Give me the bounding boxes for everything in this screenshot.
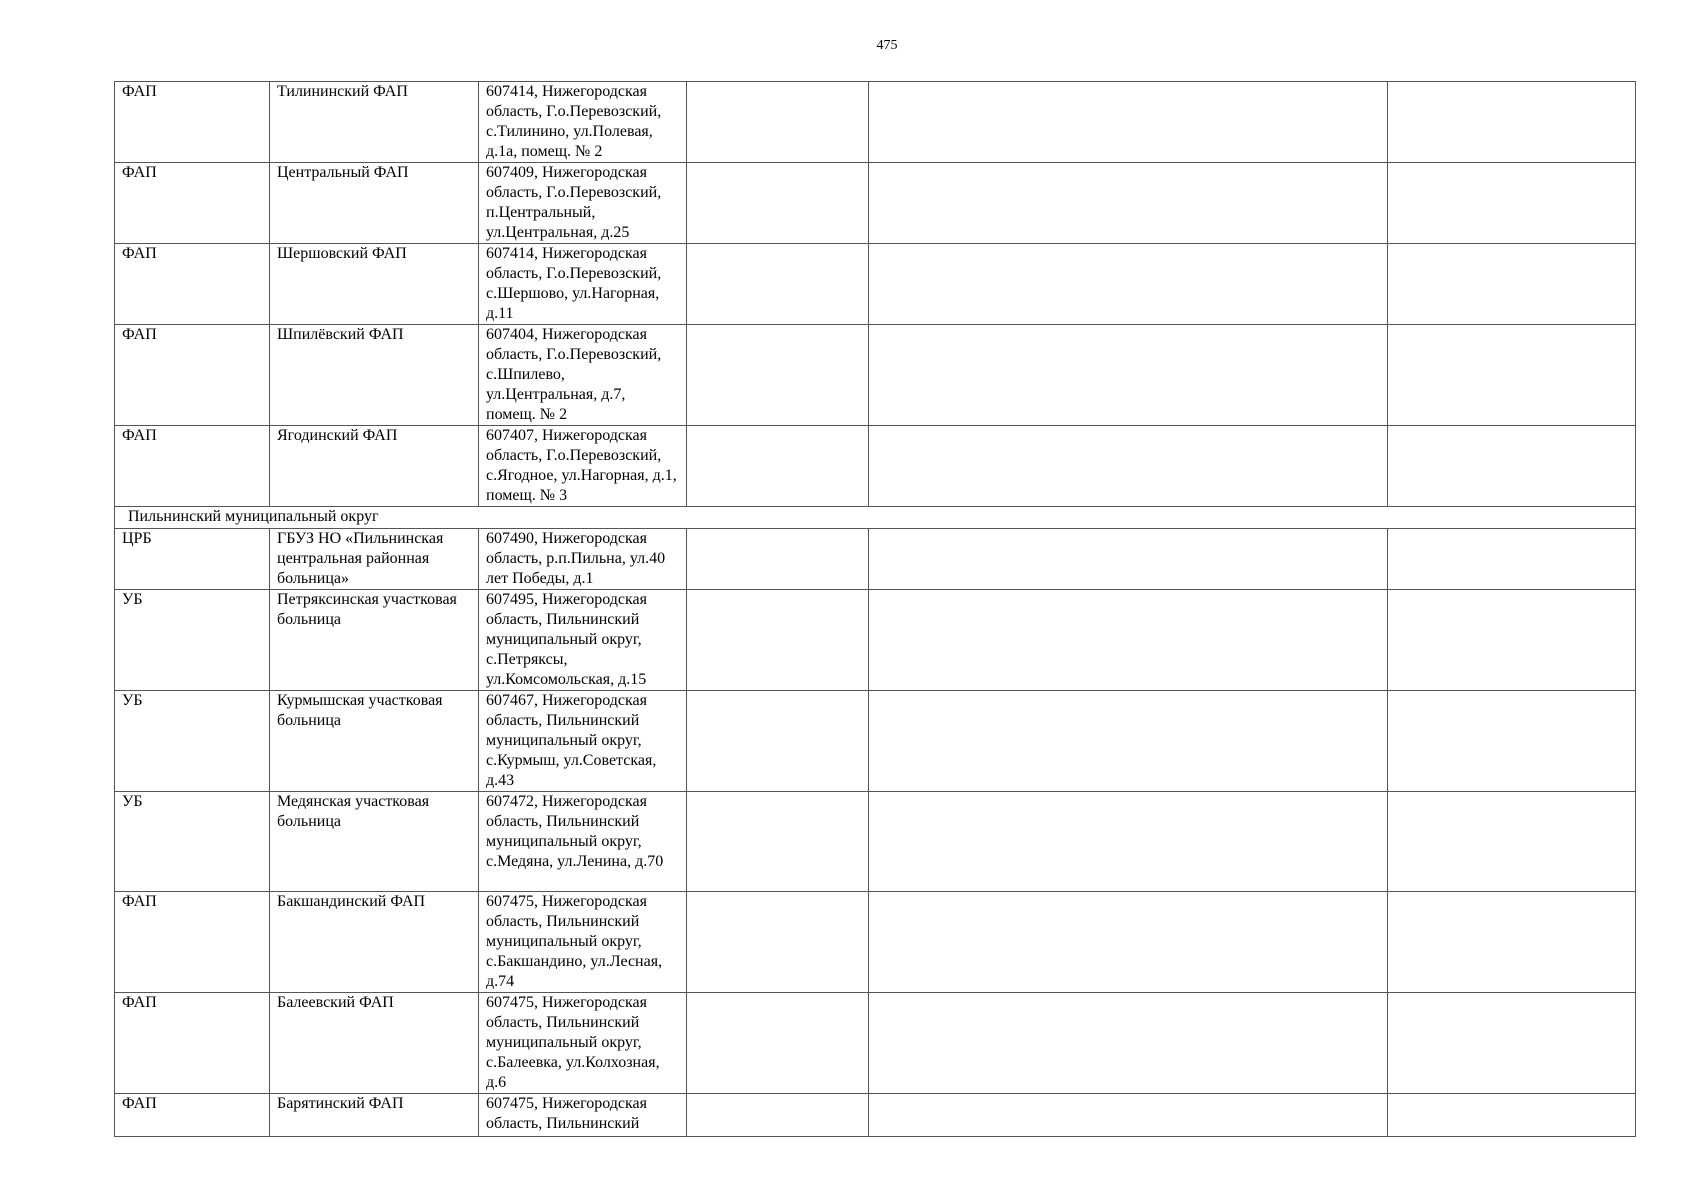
empty-cell-5 — [869, 325, 1388, 426]
facility-name-cell: Шершовский ФАП — [270, 244, 479, 325]
facility-name-cell: Бакшандинский ФАП — [270, 892, 479, 993]
facility-type-cell: ФАП — [115, 993, 270, 1094]
empty-cell-4 — [687, 590, 869, 691]
empty-cell-6 — [1388, 426, 1636, 507]
facility-type-cell: ФАП — [115, 244, 270, 325]
table-row — [115, 244, 1636, 325]
empty-cell-4 — [687, 892, 869, 993]
empty-cell-4 — [687, 691, 869, 792]
empty-cell-6 — [1388, 691, 1636, 792]
empty-cell-4 — [687, 993, 869, 1094]
table-row — [115, 529, 1636, 590]
table-row — [115, 691, 1636, 792]
facility-type-cell: УБ — [115, 590, 270, 691]
facility-address-cell: 607409, Нижегородская область, Г.о.Перевозский, п.Центральный, ул.Центральная, д.25 — [479, 163, 687, 244]
facility-type-cell: ФАП — [115, 82, 270, 163]
empty-cell-5 — [869, 691, 1388, 792]
empty-cell-4 — [687, 529, 869, 590]
table-row — [115, 892, 1636, 993]
empty-cell-5 — [869, 993, 1388, 1094]
facility-name-cell: Тилининский ФАП — [270, 82, 479, 163]
empty-cell-4 — [687, 325, 869, 426]
table-row — [115, 792, 1636, 892]
section-header-row — [115, 507, 1636, 529]
empty-cell-6 — [1388, 325, 1636, 426]
facility-name-cell: Медянская участковая больница — [270, 792, 479, 892]
table-row — [115, 82, 1636, 163]
facility-address-cell: 607475, Нижегородская область, Пильнинский муниципальный округ, с.Бакшандино, ул.Лесная, д.74 — [479, 892, 687, 993]
table-row — [115, 163, 1636, 244]
facility-name-cell: Балеевский ФАП — [270, 993, 479, 1094]
section-title: Пильнинский муниципальный округ — [115, 507, 1636, 529]
facility-address-cell: 607475, Нижегородская область, Пильнинский муниципальный округ, с.Балеевка, ул.Колхозная, д.6 — [479, 993, 687, 1094]
facility-type-cell: УБ — [115, 792, 270, 892]
empty-cell-5 — [869, 426, 1388, 507]
facility-address-cell: 607495, Нижегородская область, Пильнинский муниципальный округ, с.Петряксы, ул.Комсомольская, д.15 — [479, 590, 687, 691]
facility-type-cell: ЦРБ — [115, 529, 270, 590]
facility-name-cell: Петряксинская участковая больница — [270, 590, 479, 691]
empty-cell-4 — [687, 1094, 869, 1137]
facility-type-cell: ФАП — [115, 163, 270, 244]
empty-cell-5 — [869, 82, 1388, 163]
facility-address-cell: 607404, Нижегородская область, Г.о.Перевозский, с.Шпилево, ул.Центральная, д.7, помещ. № 2 — [479, 325, 687, 426]
facility-name-cell: Барятинский ФАП — [270, 1094, 479, 1137]
table-row — [115, 325, 1636, 426]
table-row — [115, 993, 1636, 1094]
empty-cell-5 — [869, 1094, 1388, 1137]
empty-cell-6 — [1388, 590, 1636, 691]
empty-cell-5 — [869, 892, 1388, 993]
facility-address-cell: 607407, Нижегородская область, Г.о.Перевозский, с.Ягодное, ул.Нагорная, д.1, помещ. № 3 — [479, 426, 687, 507]
facility-type-cell: УБ — [115, 691, 270, 792]
empty-cell-6 — [1388, 1094, 1636, 1137]
facility-address-cell: 607475, Нижегородская область, Пильнинский — [479, 1094, 687, 1137]
facility-type-cell: ФАП — [115, 325, 270, 426]
facility-name-cell: ГБУЗ НО «Пильнинская центральная районная больница» — [270, 529, 479, 590]
facility-address-cell: 607490, Нижегородская область, р.п.Пильна, ул.40 лет Победы, д.1 — [479, 529, 687, 590]
page-number: 475 — [876, 38, 898, 53]
empty-cell-5 — [869, 529, 1388, 590]
facility-address-cell: 607472, Нижегородская область, Пильнинский муниципальный округ, с.Медяна, ул.Ленина, д.70 — [479, 792, 687, 892]
empty-cell-6 — [1388, 993, 1636, 1094]
facility-address-cell: 607467, Нижегородская область, Пильнинский муниципальный округ, с.Курмыш, ул.Советская, д.43 — [479, 691, 687, 792]
table-row — [115, 1094, 1636, 1137]
empty-cell-4 — [687, 792, 869, 892]
empty-cell-6 — [1388, 529, 1636, 590]
empty-cell-6 — [1388, 163, 1636, 244]
empty-cell-6 — [1388, 82, 1636, 163]
facility-address-cell: 607414, Нижегородская область, Г.о.Перевозский, с.Шершово, ул.Нагорная, д.11 — [479, 244, 687, 325]
empty-cell-6 — [1388, 792, 1636, 892]
table-row — [115, 590, 1636, 691]
empty-cell-5 — [869, 244, 1388, 325]
facility-name-cell: Центральный ФАП — [270, 163, 479, 244]
empty-cell-4 — [687, 82, 869, 163]
facility-address-cell: 607414, Нижегородская область, Г.о.Перевозский, с.Тилинино, ул.Полевая, д.1а, помещ. № 2 — [479, 82, 687, 163]
facility-name-cell: Курмышская участковая больница — [270, 691, 479, 792]
empty-cell-4 — [687, 244, 869, 325]
empty-cell-4 — [687, 163, 869, 244]
facility-type-cell: ФАП — [115, 426, 270, 507]
facility-name-cell: Шпилёвский ФАП — [270, 325, 479, 426]
empty-cell-6 — [1388, 892, 1636, 993]
facilities-table — [114, 81, 1636, 1137]
facility-name-cell: Ягодинский ФАП — [270, 426, 479, 507]
table-row — [115, 426, 1636, 507]
empty-cell-5 — [869, 163, 1388, 244]
empty-cell-4 — [687, 426, 869, 507]
empty-cell-5 — [869, 590, 1388, 691]
empty-cell-6 — [1388, 244, 1636, 325]
facility-type-cell: ФАП — [115, 892, 270, 993]
facility-type-cell: ФАП — [115, 1094, 270, 1137]
empty-cell-5 — [869, 792, 1388, 892]
facilities-table-body — [115, 82, 1636, 1137]
